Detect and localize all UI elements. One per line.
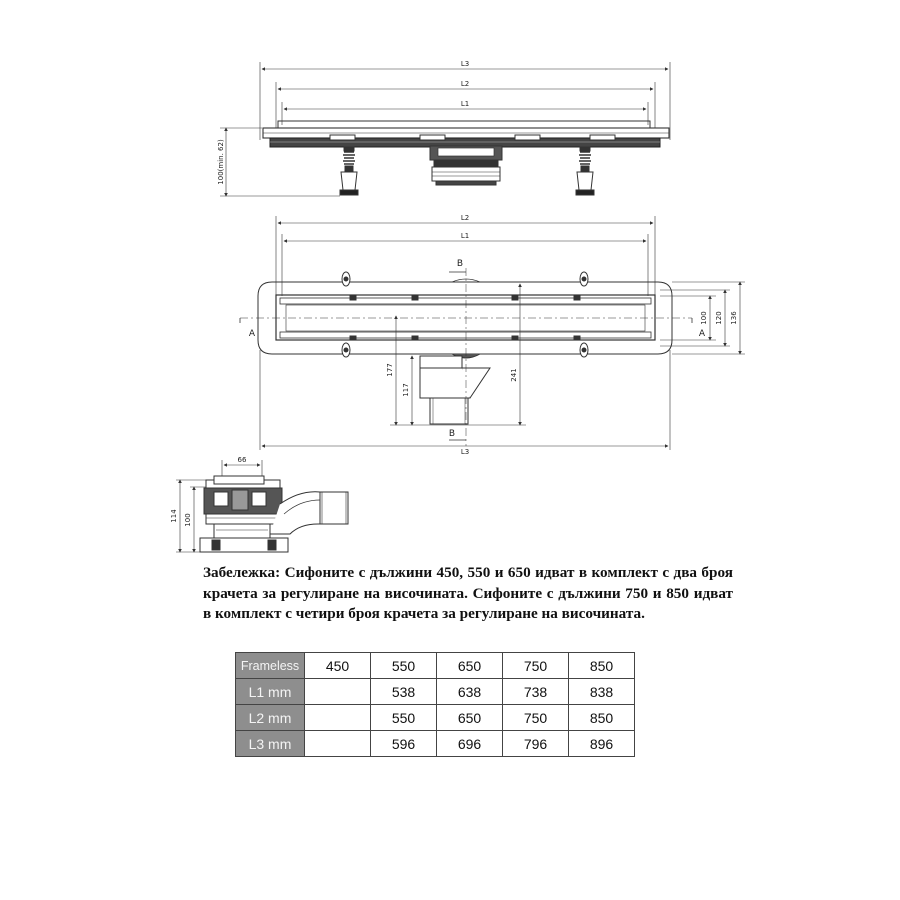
table-header-cell: 550	[371, 653, 437, 679]
table-cell: 796	[503, 731, 569, 757]
top-view	[240, 216, 745, 450]
front-view	[220, 62, 670, 196]
dim-177: 177	[386, 363, 394, 377]
installation-note: Забележка: Сифоните с дължини 450, 550 и 650 идват в комплект с два броя крачета за регулиране на височината. Сифоните с дължини 750 и 850 идват в комплект с четири броя крачета за регулиране на височината.	[203, 564, 733, 622]
dim-l3-top: L3	[460, 448, 470, 456]
dim-100-side: 100	[184, 513, 192, 527]
table-cell: 550	[371, 705, 437, 731]
table-cell	[305, 705, 371, 731]
table-cell	[305, 731, 371, 757]
table-row-label: L3 mm	[236, 731, 305, 757]
section-b-top: B	[456, 259, 464, 269]
dim-66: 66	[237, 456, 247, 464]
table-cell: 850	[569, 705, 635, 731]
table-cell: 838	[569, 679, 635, 705]
table-cell: 650	[437, 705, 503, 731]
table-header-cell: 450	[305, 653, 371, 679]
table-row-label: L1 mm	[236, 679, 305, 705]
table-row	[236, 705, 635, 731]
table-header-cell: 750	[503, 653, 569, 679]
dim-117: 117	[402, 383, 410, 397]
dim-241: 241	[510, 368, 518, 382]
table-cell: 750	[503, 705, 569, 731]
section-b-bottom: B	[448, 429, 456, 439]
dimensions-table	[235, 652, 635, 757]
section-a-right: A	[698, 329, 706, 339]
table-cell: 738	[503, 679, 569, 705]
table-cell: 696	[437, 731, 503, 757]
table-header-cell: 650	[437, 653, 503, 679]
dim-136: 136	[730, 311, 738, 325]
table-corner-cell: Frameless	[236, 653, 305, 679]
section-a-left: A	[248, 329, 256, 339]
table-cell: 638	[437, 679, 503, 705]
table-row	[236, 679, 635, 705]
table-cell: 538	[371, 679, 437, 705]
table-header-cell: 850	[569, 653, 635, 679]
dim-l3-front: L3	[460, 60, 470, 68]
dim-100-top: 100	[700, 311, 708, 325]
dim-120: 120	[715, 311, 723, 325]
dim-height-front: 100(min. 62)	[217, 139, 225, 185]
table-row-label: L2 mm	[236, 705, 305, 731]
dim-l1-front: L1	[460, 100, 470, 108]
dim-l2-front: L2	[460, 80, 470, 88]
table-header-row	[236, 653, 635, 679]
table-cell	[305, 679, 371, 705]
dim-l2-top: L2	[460, 214, 470, 222]
table-row	[236, 731, 635, 757]
side-view	[176, 460, 348, 552]
table-cell: 596	[371, 731, 437, 757]
table-cell: 896	[569, 731, 635, 757]
dim-114: 114	[170, 509, 178, 523]
dim-l1-top: L1	[460, 232, 470, 240]
